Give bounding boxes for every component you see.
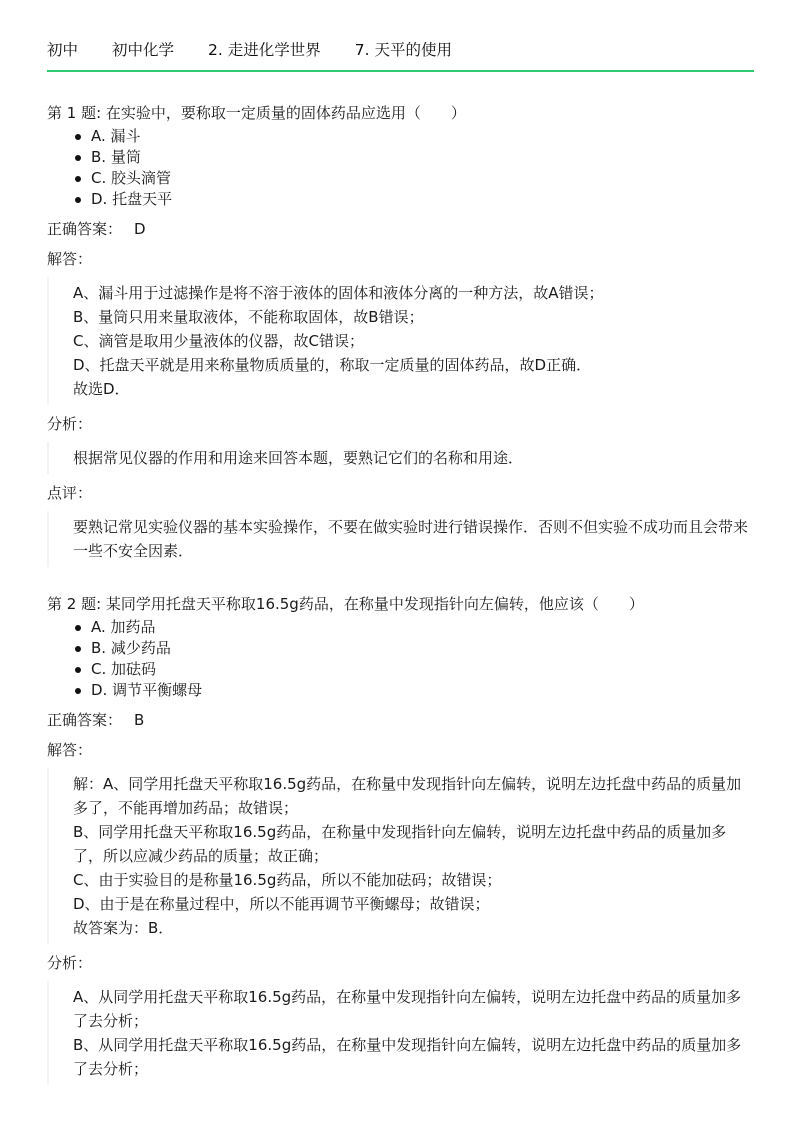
question-2: [47, 593, 753, 1085]
analysis-block: [47, 981, 753, 1085]
correct-answer: [47, 709, 753, 731]
solution-block: [47, 768, 753, 944]
comment-block: [47, 511, 753, 567]
analysis-line: 根据常见仪器的作用和用途来回答本题，要熟记它们的名称和用途．: [73, 449, 524, 467]
answer-value: B: [134, 711, 145, 729]
solution-line: B、量筒只用来量取液体，不能称取固体，故B错误；: [73, 308, 424, 326]
option-item: D. 调节平衡螺母: [75, 680, 753, 701]
option-item: B. 减少药品: [75, 638, 753, 659]
breadcrumb: [47, 38, 753, 60]
option-list: [47, 126, 753, 210]
breadcrumb-item-level[interactable]: 初中: [47, 41, 79, 59]
comment-line: 要熟记常见实验仪器的基本实验操作，不要在做实验时进行错误操作．否则不但实验不成功而且会带来一些不安全因素．: [73, 518, 749, 560]
solution-block: [47, 277, 753, 405]
correct-answer: [47, 218, 753, 240]
solution-line: C、由于实验目的是称量16.5g药品，所以不能加砝码；故错误；: [73, 871, 502, 889]
option-item: C. 加砝码: [75, 659, 753, 680]
breadcrumb-item-subject[interactable]: 初中化学: [112, 41, 175, 59]
question-title: 第 1 题: 在实验中，要称取一定质量的固体药品应选用（ ）: [47, 104, 466, 122]
solution-line: D、托盘天平就是用来称量物质质量的，称取一定质量的固体药品，故D正确．: [73, 356, 592, 374]
comment-label: 点评：: [47, 484, 93, 502]
solution-line: 故选D．: [73, 380, 130, 398]
analysis-line: A、从同学用托盘天平称取16.5g药品，在称量中发现指针向左偏转，说明左边托盘中药品的质量加多了去分析；: [73, 988, 742, 1030]
question-title: 第 2 题: 某同学用托盘天平称取16.5g药品，在称量中发现指针向左偏转，他应该（ ）: [47, 595, 644, 613]
solution-label: 解答：: [47, 250, 93, 268]
analysis-line: B、从同学用托盘天平称取16.5g药品，在称量中发现指针向左偏转，说明左边托盘中药品的质量加多了去分析；: [73, 1036, 742, 1078]
solution-line: 故答案为：B．: [73, 919, 174, 937]
answer-label: 正确答案：: [47, 220, 123, 238]
solution-label: 解答：: [47, 741, 93, 759]
option-item: B. 量筒: [75, 147, 753, 168]
analysis-block: [47, 442, 753, 474]
breadcrumb-item-topic[interactable]: 7. 天平的使用: [354, 41, 452, 59]
solution-line: A、漏斗用于过滤操作是将不溶于液体的固体和液体分离的一种方法，故A错误；: [73, 284, 604, 302]
breadcrumb-item-chapter[interactable]: 2. 走进化学世界: [208, 41, 321, 59]
solution-line: C、滴管是取用少量液体的仪器，故C错误；: [73, 332, 364, 350]
solution-line: 解：A、同学用托盘天平称取16.5g药品，在称量中发现指针向左偏转，说明左边托盘中药品的质量加多了，不能再增加药品；故错误；: [73, 775, 742, 817]
question-list: [47, 102, 753, 1085]
question-1: [47, 102, 753, 567]
option-item: D. 托盘天平: [75, 189, 753, 210]
option-item: A. 漏斗: [75, 126, 753, 147]
analysis-label: 分析：: [47, 415, 93, 433]
option-list: [47, 617, 753, 701]
solution-line: D、由于是在称量过程中，所以不能再调节平衡螺母；故错误；: [73, 895, 490, 913]
option-item: C. 胶头滴管: [75, 168, 753, 189]
breadcrumb-divider: [47, 70, 754, 72]
option-item: A. 加药品: [75, 617, 753, 638]
solution-line: B、同学用托盘天平称取16.5g药品，在称量中发现指针向左偏转，说明左边托盘中药品的质量加多了，所以应减少药品的质量；故正确；: [73, 823, 727, 865]
answer-label: 正确答案：: [47, 711, 123, 729]
answer-value: D: [134, 220, 146, 238]
analysis-label: 分析：: [47, 954, 93, 972]
